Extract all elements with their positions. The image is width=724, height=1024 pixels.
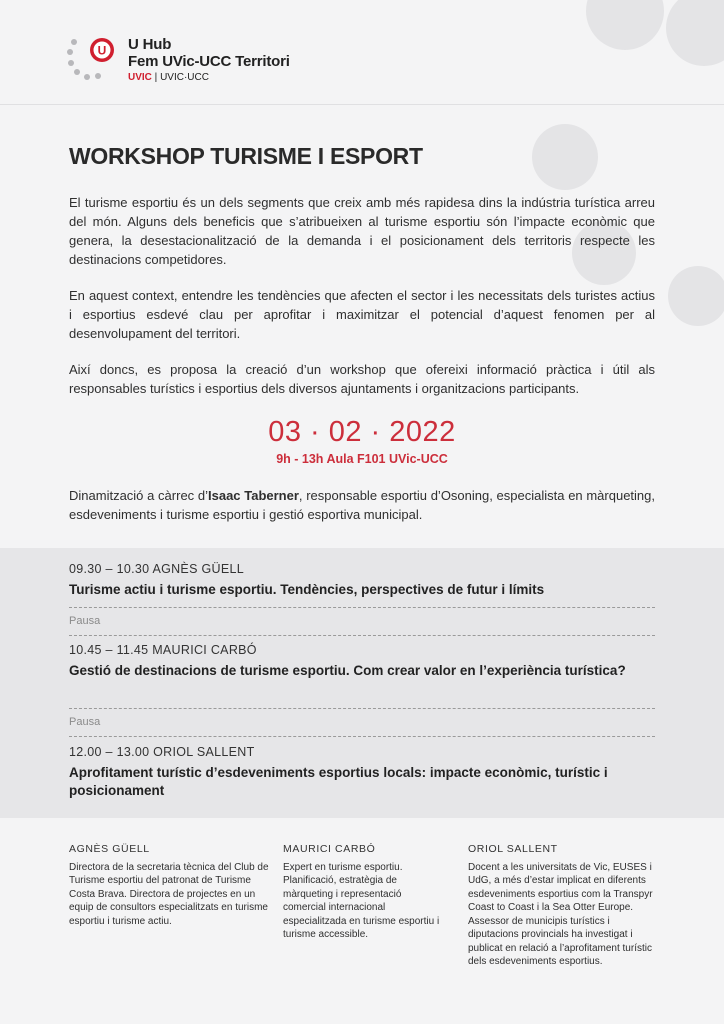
session-time: 09.30 – 10.30 AGNÈS GÜELL bbox=[69, 562, 244, 576]
page-title: WORKSHOP TURISME I ESPORT bbox=[69, 143, 423, 169]
intro-paragraph-2: En aquest context, entendre les tendències que afecten el sector i les necessitats dels turistes actius i esportius esdevé clau per aprofitar i maximitzar el potencial d’aquest fenomen per al desenvolupament del territori. bbox=[69, 288, 655, 341]
event-time-location: 9h - 13h Aula F101 UVic-UCC bbox=[276, 452, 448, 466]
brand-line-1: U Hub bbox=[128, 36, 172, 53]
logo-letter: U bbox=[97, 43, 107, 58]
facilitator-name: Isaac Taberner bbox=[208, 488, 299, 503]
brand-block bbox=[128, 36, 290, 83]
decorative-circle bbox=[586, 0, 664, 50]
speaker-bio-2 bbox=[283, 843, 443, 942]
speaker-bio-3 bbox=[468, 843, 654, 969]
brand-institution bbox=[128, 72, 290, 83]
speaker-description: Docent a les universitats de Vic, EUSES i UdG, a més d’estar implicat en diferents esdeveniments esportius com la Transpyr Coast to Coast i la Sea Otter Europe. Assessor de municipis turístics i diputacions provincials ha investigat i publicat en relació a l’aprofitament turístic dels esdeveniments esportius. bbox=[468, 861, 653, 967]
session-title: Turisme actiu i turisme esportiu. Tendències, perspectives de futur i límits bbox=[69, 582, 545, 597]
brand-separator: | bbox=[151, 72, 161, 83]
break-label: Pausa bbox=[69, 615, 101, 627]
session-time: 10.45 – 11.45 MAURICI CARBÓ bbox=[69, 643, 257, 657]
speaker-bio-1 bbox=[69, 843, 269, 928]
divider bbox=[69, 736, 655, 737]
session-title: Gestió de destinacions de turisme esportiu. Com crear valor en l’experiència turística? bbox=[69, 663, 626, 678]
decorative-circle bbox=[532, 124, 598, 190]
intro-paragraph-1: El turisme esportiu és un dels segments que creix amb més rapidesa dins la indústria turística arreu del món. Alguns dels beneficis que s’atribueixen al turisme esportiu són l’impacte econòmic que genera, la desestacionalització de la demanda i el posicionament dels territoris respecte les destinacions competidores. bbox=[69, 195, 655, 267]
event-date: 03 · 02 · 2022 bbox=[268, 416, 456, 448]
session-title: Aprofitament turístic d’esdeveniments esportius locals: impacte econòmic, turístic i posicionament bbox=[69, 765, 608, 798]
header-divider bbox=[0, 104, 724, 105]
session-2 bbox=[69, 643, 655, 680]
brand-uvic-ucc: UVIC·UCC bbox=[160, 72, 209, 83]
brand-uvic: UVIC bbox=[128, 72, 152, 83]
facilitator-prefix: Dinamització a càrrec d’ bbox=[69, 488, 208, 503]
intro-paragraph-3: Així doncs, es proposa la creació d’un workshop que ofereixi informació pràctica i útil als responsables turístics i esportius dels diversos ajuntaments i organitzacions participants. bbox=[69, 362, 655, 396]
break-label: Pausa bbox=[69, 716, 101, 728]
uhub-logo-icon bbox=[66, 34, 116, 84]
facilitator-description: , responsable esportiu d’Osoning, especialista en màrqueting, esdeveniments i turisme esportiu i gestió esportiva municipal. bbox=[69, 488, 656, 522]
session-1 bbox=[69, 562, 655, 599]
brand-line-2: Fem UVic-UCC Territori bbox=[128, 53, 290, 70]
speaker-name: AGNÈS GÜELL bbox=[69, 843, 150, 855]
divider bbox=[69, 635, 655, 636]
decorative-circle bbox=[666, 0, 724, 66]
session-time: 12.00 – 13.00 ORIOL SALLENT bbox=[69, 745, 255, 759]
divider bbox=[69, 708, 655, 709]
facilitator-paragraph bbox=[69, 486, 655, 524]
speaker-description: Directora de la secretaria tècnica del Club de Turisme esportiu del patronat de Turisme Costa Brava. Directora de projectes en un equip de consultors especialitzats en turisme esportiu i turisme actiu. bbox=[69, 861, 269, 927]
speaker-name: ORIOL SALLENT bbox=[468, 843, 558, 855]
speaker-name: MAURICI CARBÓ bbox=[283, 843, 376, 855]
divider bbox=[69, 607, 655, 608]
session-3 bbox=[69, 745, 655, 800]
decorative-circle bbox=[668, 266, 724, 326]
speaker-description: Expert en turisme esportiu. Planificació, estratègia de màrqueting i representació comercial internacional especialitzada en turisme esportiu i turisme accessible. bbox=[283, 861, 440, 940]
